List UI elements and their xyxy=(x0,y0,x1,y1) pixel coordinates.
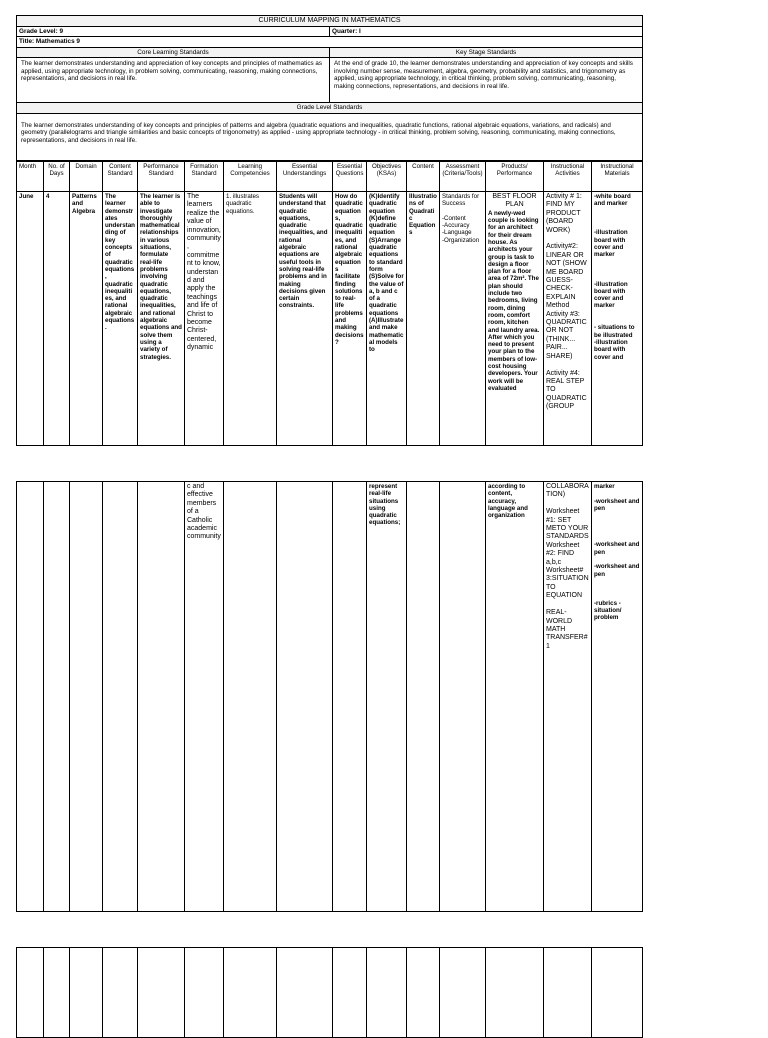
grade-level-standards-text: The learner demonstrates understanding of key concepts and principles of patterns and algebra (quadratic equations and inequalities, quadratic functions, rational algebraic equations, variations, and radicals) and geometry (parallelograms and triangle similarities and basic concepts of trigonometry) as applied - using appropriate technology - in critical thinking, problem solving, reasoning, communicating, making connections, representations, and decisions in real life. xyxy=(17,113,643,160)
cell-domain: Patterns and Algebra xyxy=(70,191,103,445)
col-month: Month xyxy=(17,161,44,191)
cell-materials: -white board and marker -illustration board with cover and marker -illustration board with cover and marker - situations to be illustrated -illustration board with cover and xyxy=(592,191,643,445)
cell-content: Illustrations of Quadratic Equations xyxy=(407,191,440,445)
cell-assessment: Standards for Success -Content -Accuracy -Language -Organization xyxy=(440,191,486,445)
page-1 xyxy=(16,15,642,446)
cell-products-cont: according to content, accuracy, language and organization xyxy=(486,482,544,912)
col-formation-standard: Formation Standard xyxy=(185,161,224,191)
cell-content-standard: The learner demonstrates understanding of key concepts of quadratic equations, quadratic inequalities, and rational algebraic equations. xyxy=(103,191,138,445)
cell-formation-standard: The learners realize the value of innovation, community, commitment to know, understand and apply the teachings and life of Christ to become Christ-centered, dynamic xyxy=(185,191,224,445)
col-objectives: Objectives (KSAs) xyxy=(367,161,407,191)
doc-title: CURRICULUM MAPPING IN MATHEMATICS xyxy=(17,16,643,27)
col-activities: Instructional Activities xyxy=(544,161,592,191)
col-days: No. of Days xyxy=(44,161,70,191)
keystage-standards-label: Key Stage Standards xyxy=(330,47,643,58)
core-standards-text: The learner demonstrates understanding and appreciation of key concepts and principles of mathematics as applied, using appropriate technology, in problem solving, communicating, reasoning, making connections, representations, and decisions in real life. xyxy=(17,58,330,103)
keystage-standards-text: At the end of grade 10, the learner demonstrates understanding and appreciation of key concepts and skills involving number sense, measurement, algebra, geometry, probability and statistics, and trigonometry as applied, using appropriate technology, in critical thinking, problem solving, communicating, reasoning, making connections, representations, and decisions in real life. xyxy=(330,58,643,103)
cell-materials-cont: marker -worksheet and pen -worksheet and pen -worksheet and pen -rubrics -situation/ problem xyxy=(592,482,643,912)
table-row xyxy=(17,482,643,912)
col-products: Products/ Performance xyxy=(486,161,544,191)
cell-days: 4 xyxy=(44,191,70,445)
quarter: Quarter: I xyxy=(330,26,643,37)
mapping-table-continued xyxy=(16,481,643,912)
cell-formation-standard-cont: c and effective members of a Catholic academic community xyxy=(185,482,224,912)
products-title: BEST FLOOR PLAN xyxy=(492,192,537,209)
col-performance-standard: Performance Standard xyxy=(138,161,185,191)
col-materials: Instructional Materials xyxy=(592,161,643,191)
grade-level-standards-label: Grade Level Standards xyxy=(17,103,643,114)
table-row xyxy=(17,948,643,1038)
header-table xyxy=(16,15,643,161)
col-essential-understandings: Essential Understandings xyxy=(277,161,333,191)
cell-performance-standard: The learner is able to investigate thoroughly mathematical relationships in various situations, formulate real-life problems involving quadratic equations, quadratic inequalities, and rational algebraic equations and solve them using a variety of strategies. xyxy=(138,191,185,445)
col-content: Content xyxy=(407,161,440,191)
mapping-table-continued-2 xyxy=(16,947,643,1038)
col-learning-competencies: Learning Competencies xyxy=(224,161,277,191)
cell-objectives-cont: represent real-life situations using quadratic equations; xyxy=(367,482,407,912)
page-2 xyxy=(16,481,642,912)
col-content-standard: Content Standard xyxy=(103,161,138,191)
col-assessment: Assessment (Criteria/Tools) xyxy=(440,161,486,191)
cell-activities: Activity # 1: FIND MY PRODUCT (BOARD WORK) Activity#2: LINEAR OR NOT (SHOW ME BOARD GUESS-CHECK-EXPLAIN Method Activity #3: QUADRATIC OR NOT (THINK... PAIR... SHARE) Activity #4: REAL STEP TO QUADRATIC (GROUP xyxy=(544,191,592,445)
products-text: A newly-wed couple is looking for an architect for their dream house. As architects your group is task to design a floor plan for a floor area of 72m². The plan should include two bedrooms, living room, dining room, comfort room, kitchen and laundry area. After which you need to present your plan to the members of low-cost housing developers. Your work will be evaluated xyxy=(488,209,540,392)
col-domain: Domain xyxy=(70,161,103,191)
core-standards-label: Core Learning Standards xyxy=(17,47,330,58)
cell-products xyxy=(486,191,544,445)
subject-title: Title: Mathematics 9 xyxy=(17,37,643,48)
cell-objectives: (K)Identify quadratic equation (K)define quadratic equation (S)Arrange quadratic equations to standard form (S)Solve for the value of a, b and c of a quadratic equations (A)Illustrate and make mathematical models to xyxy=(367,191,407,445)
cell-month: June xyxy=(17,191,44,445)
grade-level: Grade Level: 9 xyxy=(17,26,330,37)
page-3 xyxy=(16,947,642,1038)
cell-activities-cont: COLLABORATION) Worksheet #1: SET METO YOUR STANDARDS Worksheet #2: FIND a,b,c Worksheet# 3:SITUATION TO EQUATION REAL-WORLD MATH TRANSFER# 1 xyxy=(544,482,592,912)
cell-essential-questions: How do quadratic equations, quadratic inequalities, and rational algebraic equations facilitate finding solutions to real-life problems and making decisions? xyxy=(333,191,367,445)
col-essential-questions: Essential Questions xyxy=(333,161,367,191)
table-row xyxy=(17,191,643,445)
cell-essential-understandings: Students will understand that quadratic equations, quadratic inequalities, and rational algebraic equations are useful tools in solving real-life problems and in making decisions given certain constraints. xyxy=(277,191,333,445)
mapping-table xyxy=(16,161,643,446)
cell-learning-competencies: 1. illustrates quadratic equations. xyxy=(224,191,277,445)
